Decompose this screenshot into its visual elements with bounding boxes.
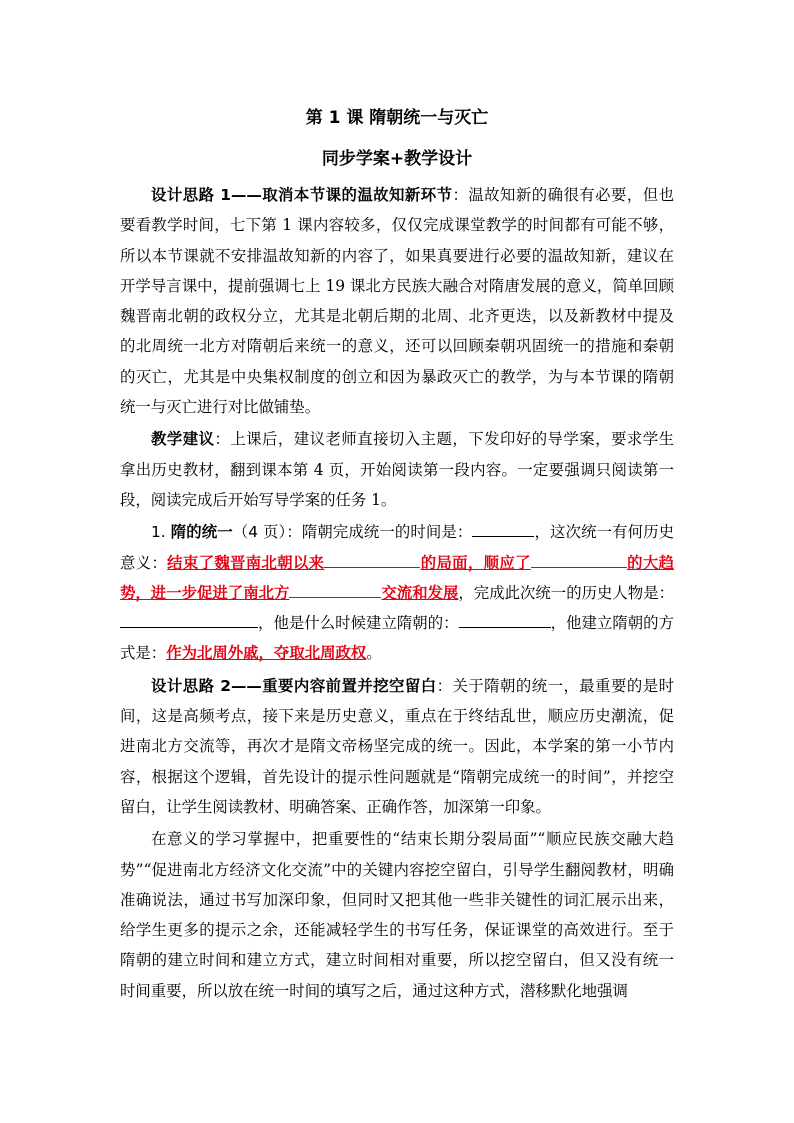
blank-split-situation[interactable] xyxy=(324,549,420,568)
answer-part-1: 结束了魏晋南北朝以来 xyxy=(167,553,325,572)
blank-founding-time[interactable] xyxy=(459,609,551,628)
blank-historical-figure[interactable] xyxy=(120,609,258,628)
answer-part-4: 交流和发展 xyxy=(381,583,459,602)
task-page-ref: （4 页） xyxy=(232,523,287,542)
task-1-question-1: ：隋朝完成统一的时间是： xyxy=(286,523,473,542)
answer-founding-method: 作为北周外戚，夺取北周政权 xyxy=(166,644,367,663)
significance-text: 在意义的学习掌握中，把重要性的“结束长期分裂局面”“顺应民族交融大趋势”“促进南北方经济文化交流”中的关键内容挖空留白，引导学生翻阅教材，明确准确说法，通过书写加深印象，但同时又把其他一些非关键性的词汇展示出来，给学生更多的提示之余，还能减轻学生的书写任务，保证课堂的高效进行。至于隋朝的建立时间和建立方式，建立时间相对重要，所以挖空留白，但又没有统一时间重要，所以放在统一时间的填写之后，通过这种方式，潜移默化地强调 xyxy=(120,830,674,1000)
design-idea-1-paragraph xyxy=(120,180,674,422)
task-number: 1. xyxy=(151,523,166,542)
teaching-suggestion-heading: 教学建议 xyxy=(151,430,215,449)
design-idea-2-heading: 设计思路 2——重要内容前置并挖空留白 xyxy=(151,676,437,695)
teaching-suggestion-paragraph xyxy=(120,424,674,515)
task-1-question-3: ，完成此次统一的历史人物是： xyxy=(458,583,674,602)
lesson-subtitle: 同步学案+教学设计 xyxy=(321,149,473,169)
task-1-question-5: ，他建立隋朝的方式是： xyxy=(120,614,674,663)
task-1-paragraph xyxy=(120,517,674,668)
document-body xyxy=(120,180,674,1006)
teaching-suggestion-text: ：上课后，建议老师直接切入主题，下发印好的导学案，要求学生拿出历史教材，翻到课本第 4 页，开始阅读第一段内容。一定要强调只阅读第一段，阅读完成后开始写导学案的任务 1。 xyxy=(120,430,674,509)
lesson-title: 第 1 课 隋朝统一与灭亡 xyxy=(305,108,489,128)
task-1-end: 。 xyxy=(366,644,382,663)
task-1-question-2: ，这次统一有何历史意义： xyxy=(120,523,674,572)
blank-unification-time[interactable] xyxy=(472,518,534,537)
significance-paragraph xyxy=(120,824,674,1006)
answer-part-2: 的局面，顺应了 xyxy=(420,553,531,572)
task-1-question-4: ，他是什么时候建立隋朝的： xyxy=(258,614,459,633)
design-idea-1-heading: 设计思路 1——取消本节课的温故知新环节 xyxy=(151,186,453,204)
design-idea-1-text: ：温故知新的确很有必要，但也要看教学时间，七下第 1 课内容较多，仅仅完成课堂教学的时间都有可能不够，所以本节课就不安排温故知新的内容了，如果真要进行必要的温故知新，建议在开学导言课中，提前强调七上 19 课北方民族大融合对隋唐发展的意义，简单回顾魏晋南北朝的政权分立，尤其是北朝后期的北周、北齐更迭，以及新教材中提及的北周统一北方对隋朝后来统一的意义，还可以回顾秦朝巩固统一的措施和秦朝的灭亡，尤其是中央集权制度的创立和因为暴政灭亡的教学，为与本节课的隋朝统一与灭亡进行对比做铺垫。 xyxy=(120,186,674,417)
answer-part-3: 的大趋势，进一步促进了南北方 xyxy=(120,553,674,602)
blank-trend[interactable] xyxy=(531,549,627,568)
design-idea-2-text: ：关于隋朝的统一，最重要的是时间，这是高频考点，接下来是历史意义，重点在于终结乱世，顺应历史潮流，促进南北方交流等，再次才是隋文帝杨坚完成的统一。因此，本学案的第一小节内容，根据这个逻辑，首先设计的提示性问题就是“隋朝完成统一的时间”，并挖空留白，让学生阅读教材、明确答案、正确作答，加深第一印象。 xyxy=(120,676,674,816)
task-1-heading: 隋的统一 xyxy=(170,523,233,542)
design-idea-2-paragraph xyxy=(120,671,674,822)
blank-exchange-type[interactable] xyxy=(289,579,381,598)
